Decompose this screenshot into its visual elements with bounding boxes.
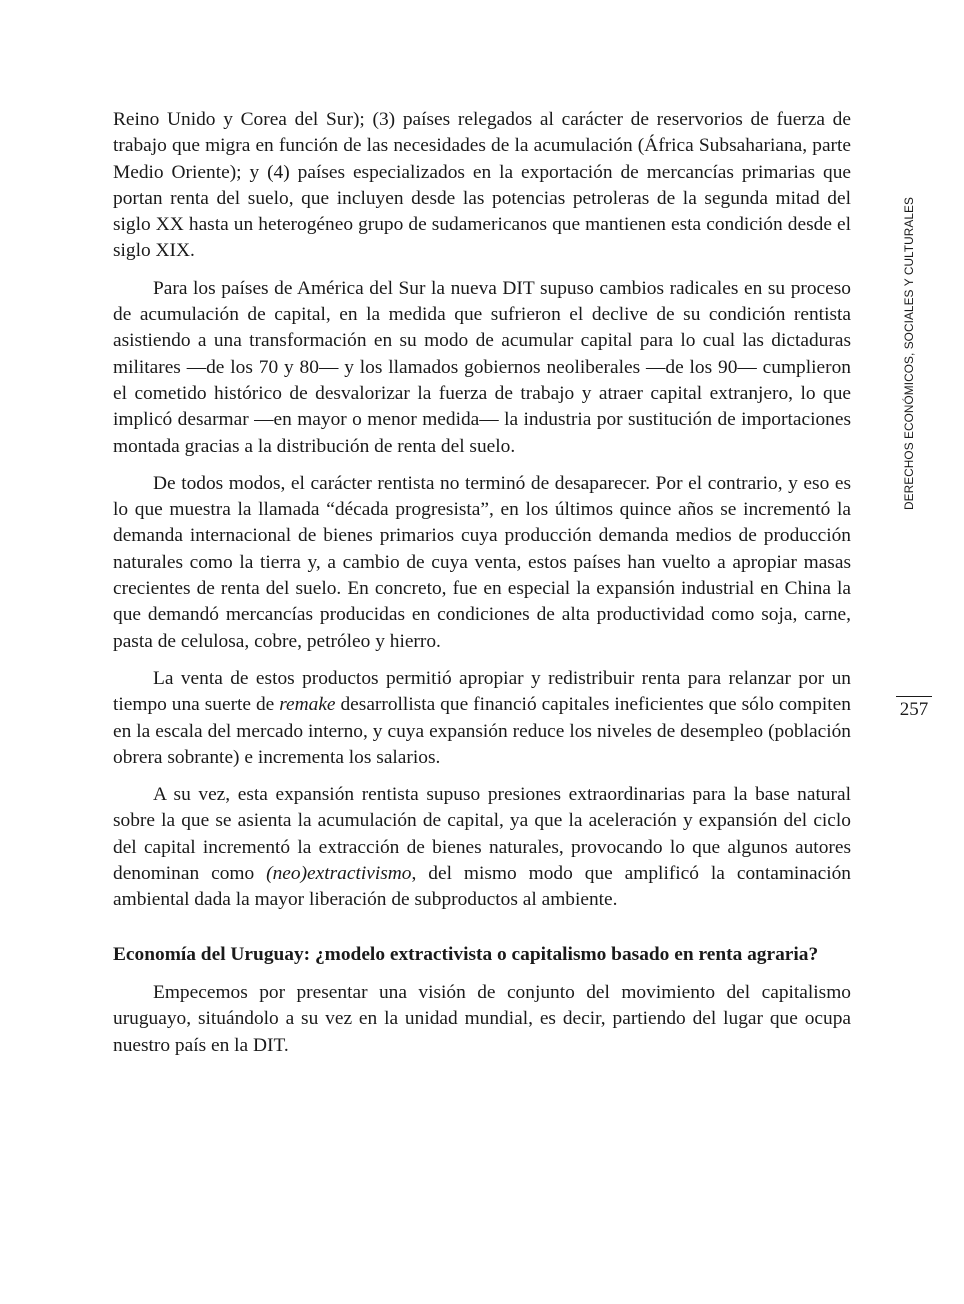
text-run: desarrollista que financió capitales ineficientes que sólo compiten en la escala del mercado interno, y cuya expansión reduce los niveles de desempleo (población obrera sobrante) e incrementa los salarios. [113, 694, 851, 768]
body-text [113, 107, 851, 1070]
section-heading: Economía del Uruguay: ¿modelo extractivista o capitalismo basado en renta agraria? [113, 943, 819, 965]
text-run: La venta de estos productos permitió apropiar y redistribuir renta para relanzar por un tiempo una suerte de [113, 667, 851, 716]
paragraph-uruguay-overview: Empecemos por presentar una visión de conjunto del movimiento del capitalismo uruguayo, situándolo a su vez en la unidad mundial, es decir, partiendo del lugar que ocupa nuestro país en la DIT. [113, 981, 851, 1056]
page-number: 257 [899, 699, 929, 720]
text-run: A su vez, esta expansión rentista supuso presiones extraordinarias para la base natural sobre la que se asienta la acumulación de capital, ya que la aceleración y expansión del ciclo del capital incrementó la extracción de bienes naturales, provocando lo que algunos autores denominan como [113, 784, 851, 885]
paragraph-rentist-character: De todos modos, el carácter rentista no terminó de desaparecer. Por el contrario, y eso es lo que muestra la llamada “década progresista”, en los últimos quince años se incrementó la demanda internacional de bienes primarios cuya producción demanda medios de producción naturales como la tierra y, a cambio de cuya venta, estos países han vuelto a apropiar masas crecientes de renta del suelo. En concreto, fue en especial la expansión industrial en China la que demandó mercancías producidas en condiciones de alta productividad como soja, carne, pasta de celulosa, cobre, petróleo y hierro. [113, 472, 851, 652]
paragraph-remake [113, 666, 851, 771]
emphasis-remake: remake [279, 694, 336, 716]
emphasis-neoextractivismo: (neo)extractivismo [266, 863, 412, 885]
paragraph-extractivism [113, 782, 851, 913]
page-number-rule [896, 696, 932, 697]
text-run: , del mismo modo que amplificó la contaminación ambiental dada la mayor liberación de subproductos al ambiente. [113, 863, 851, 911]
paragraph-dit-south-america: Para los países de América del Sur la nueva DIT supuso cambios radicales en su proceso de acumulación de capital, en la medida que sufrieron el declive de su condición rentista asistiendo a una transformación en su modo de acumular capital para lo cual las dictaduras militares —de los 70 y 80— y los llamados gobiernos neoliberales —de los 90— cumplieron el cometido histórico de desvalorizar la fuerza de trabajo y atraer capital extranjero, lo que implicó desarmar —en mayor o menor medida— la industria por sustitución de importaciones montada gracias a la distribución de renta del suelo. [113, 277, 851, 457]
running-header: DERECHOS ECONÓMICOS, SOCIALES Y CULTURALES [902, 197, 916, 510]
paragraph-continued: Reino Unido y Corea del Sur); (3) países relegados al carácter de reservorios de fuerza de trabajo que migra en función de las necesidades de la acumulación (África Subsahariana, parte Medio Oriente); y (4) países especializados en la exportación de mercancías primarias que portan renta del suelo, que incluyen desde las potencias petroleras de la segunda mitad del siglo XX hasta un heterogéneo grupo de sudamericanos que mantienen esta condición desde el siglo XIX. [113, 109, 851, 262]
